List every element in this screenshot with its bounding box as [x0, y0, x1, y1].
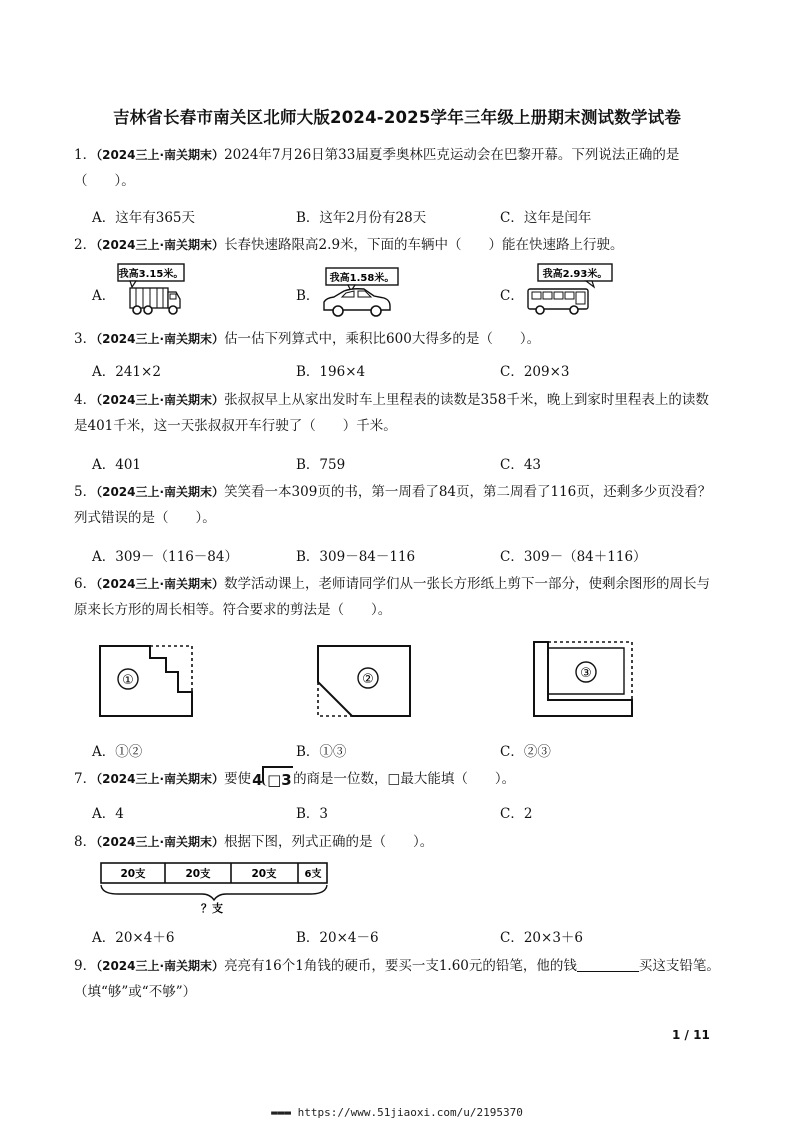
q5-text: 笑笑看一本309页的书，第一周看了84页，第二周看了116页，还剩多少页没看？列式错误的是（ ）。	[74, 484, 712, 526]
q3-option-a[interactable]: A．241×2	[92, 364, 161, 380]
q5-number: 5．	[74, 484, 97, 500]
figure-2-label: ②	[362, 672, 374, 687]
q1-option-c[interactable]: C．这年是闰年	[500, 210, 592, 226]
figure-1	[98, 644, 198, 720]
q6-number: 6．	[74, 576, 97, 592]
q3-text: 估一估下列算式中，乘积比600大得多的是（ ）。	[224, 331, 541, 347]
q7-option-a[interactable]: A．4	[92, 806, 124, 822]
q5-option-b[interactable]: B．309－84－116	[296, 549, 416, 565]
question-9	[74, 953, 720, 1005]
question-6	[74, 571, 720, 623]
q7-post: 的商是一位数，□最大能填（ ）。	[293, 771, 516, 787]
q2-number: 2．	[74, 237, 97, 253]
q8-source: （2024三上·南关期末）	[96, 835, 225, 849]
q6-text: 数学活动课上，老师请同学们从一张长方形纸上剪下一部分，使剩余图形的周长与原来长方形的周长相等。符合要求的剪法是（ ）。	[74, 576, 711, 618]
q4-option-c[interactable]: C．43	[500, 457, 542, 473]
q9-post: 买这支铅笔。（填“够”或“不够”）	[74, 958, 720, 1000]
q3-option-c[interactable]: C．209×3	[500, 364, 570, 380]
segment-4: 6支	[304, 869, 322, 880]
q9-answer-blank[interactable]	[577, 957, 639, 972]
segment-1: 20支	[120, 868, 146, 880]
car-image	[318, 266, 404, 318]
q2-option-b[interactable]: B．	[296, 288, 320, 304]
q8-option-a[interactable]: A．20×4＋6	[92, 930, 175, 946]
dividend: □3	[267, 771, 292, 789]
question-7	[74, 766, 720, 792]
q7-pre: 要使	[224, 771, 252, 787]
q7-option-b[interactable]: B．3	[296, 806, 329, 822]
question-3	[74, 326, 720, 352]
question-8	[74, 829, 720, 855]
q4-option-b[interactable]: B．759	[296, 457, 346, 473]
segment-2: 20支	[185, 868, 211, 880]
q9-number: 9．	[74, 958, 97, 974]
truck-image	[112, 262, 188, 318]
q9-source: （2024三上·南关期末）	[96, 959, 225, 973]
q8-number: 8．	[74, 834, 97, 850]
bus-image	[524, 262, 618, 318]
page-number: 1 / 11	[672, 1028, 710, 1042]
question-4	[74, 387, 720, 439]
q2-source: （2024三上·南关期末）	[96, 238, 225, 252]
q7-option-c[interactable]: C．2	[500, 806, 533, 822]
total-label: ？支	[201, 902, 223, 915]
q3-option-b[interactable]: B．196×4	[296, 364, 366, 380]
footer-link[interactable]: https://www.51jiaoxi.com/u/2195370	[297, 1106, 523, 1119]
truck-bubble: 我高3.15米。	[118, 269, 184, 280]
question-2	[74, 232, 720, 258]
q4-source: （2024三上·南关期末）	[96, 393, 225, 407]
q1-text: 2024年7月26日第33届夏季奥林匹克运动会在巴黎开幕。下列说法正确的是（ ）。	[74, 147, 680, 189]
q4-text: 张叔叔早上从家出发时车上里程表的读数是358千米，晚上到家时里程表上的读数是401千米，这一天张叔叔开车行驶了（ ）千米。	[74, 392, 709, 434]
figure-2	[316, 644, 416, 720]
q8-option-b[interactable]: B．20×4－6	[296, 930, 379, 946]
footer-url	[0, 1106, 794, 1119]
figure-3	[532, 640, 636, 720]
q6-source: （2024三上·南关期末）	[96, 577, 225, 591]
car-bubble: 我高1.58米。	[329, 273, 395, 284]
long-division-symbol	[251, 767, 293, 787]
q6-option-b[interactable]: B．①③	[296, 744, 347, 760]
q1-option-a[interactable]: A．这年有365天	[92, 210, 196, 226]
q1-source: （2024三上·南关期末）	[96, 148, 225, 162]
segment-3: 20支	[251, 868, 277, 880]
q4-option-a[interactable]: A．401	[92, 457, 142, 473]
question-1	[74, 142, 720, 194]
q2-option-a[interactable]: A．	[92, 288, 116, 304]
footer-marks: ▬▬▬	[271, 1106, 292, 1119]
q5-source: （2024三上·南关期末）	[96, 485, 225, 499]
q6-option-c[interactable]: C．②③	[500, 744, 551, 760]
q7-source: （2024三上·南关期末）	[96, 772, 225, 786]
question-5	[74, 479, 720, 531]
bus-bubble: 我高2.93米。	[542, 269, 608, 280]
bar-diagram	[98, 860, 334, 916]
divisor: 4	[252, 771, 263, 789]
q5-option-a[interactable]: A．309－（116－84）	[92, 549, 238, 565]
q8-option-c[interactable]: C．20×3＋6	[500, 930, 583, 946]
figure-3-label: ③	[580, 666, 592, 681]
q8-text: 根据下图，列式正确的是（ ）。	[224, 834, 434, 850]
q5-option-c[interactable]: C．309－（84＋116）	[500, 549, 647, 565]
figure-1-label: ①	[122, 673, 134, 688]
q2-text: 长春快速路限高2.9米，下面的车辆中（ ）能在快速路上行驶。	[224, 237, 624, 253]
q6-option-a[interactable]: A．①②	[92, 744, 143, 760]
q2-option-c[interactable]: C．	[500, 288, 524, 304]
q9-pre: 亮亮有16个1角钱的硬币，要买一支1.60元的铅笔，他的钱	[224, 958, 577, 974]
q4-number: 4．	[74, 392, 97, 408]
q7-number: 7．	[74, 771, 97, 787]
q3-source: （2024三上·南关期末）	[96, 332, 225, 346]
page-title: 吉林省长春市南关区北师大版2024-2025学年三年级上册期末测试数学试卷	[112, 108, 682, 127]
q1-number: 1．	[74, 147, 97, 163]
q1-option-b[interactable]: B．这年2月份有28天	[296, 210, 427, 226]
q3-number: 3．	[74, 331, 97, 347]
